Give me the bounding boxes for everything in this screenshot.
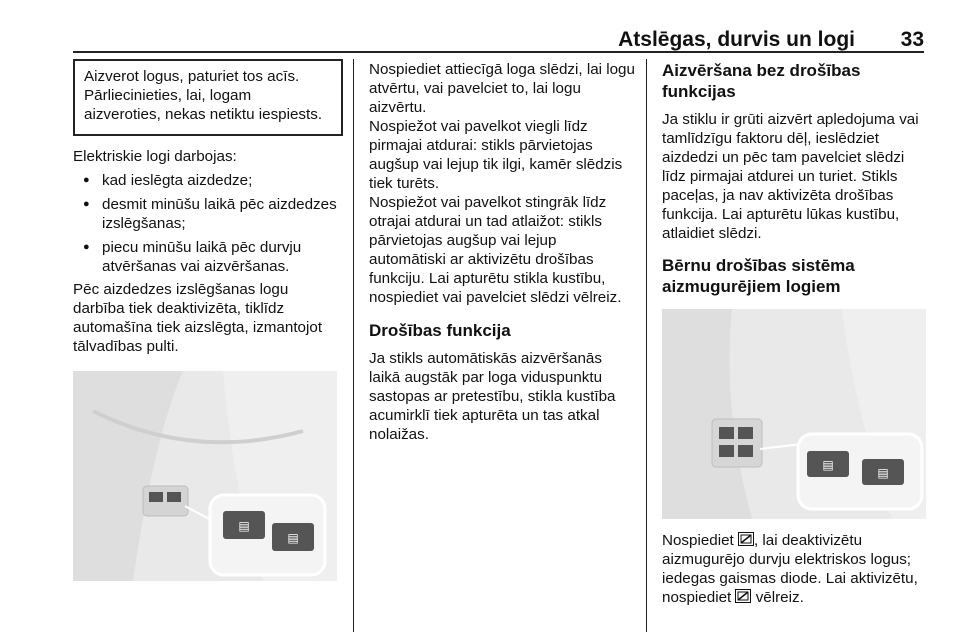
intro-text: Elektriskie logi darbojas: — [73, 148, 237, 165]
list-item: ● kad ieslēgta aizdedze; — [73, 171, 343, 190]
child-lock-button-icon — [735, 589, 751, 603]
text-span: Nospiediet — [662, 532, 738, 549]
warning-text: Aizverot logus, paturiet tos acīs. Pārliecinieties, lai, logam aizveroties, nekas netiktu iespiests. — [84, 68, 323, 123]
conditions-list — [73, 171, 343, 276]
list-item: ● piecu minūšu laikā pēc durvju atvēršanas vai aizvēršanas. — [73, 238, 343, 276]
body-paragraph: Nospiežot vai pavelkot stingrāk līdz otrajai atdurai un tad atlaižot: stikls pārvietojas augšup vai lejup automātiski ar aktivizētu drošības funkciju. Lai apturētu stikla kustību, nospiediet vai pavelciet slēdzi vēlreiz. — [369, 194, 622, 306]
header-title: Atslēgas, durvis un logi — [618, 28, 855, 51]
body-paragraph: Pēc aizdedzes izslēgšanas logu darbība tiek deaktivizēta, tiklīdz automašīna tiek aizslēgta, izmantojot tālvadības pulti. — [73, 281, 323, 355]
section-heading: Bērnu drošības sistēma aizmugurējiem logiem — [662, 256, 855, 296]
body-paragraph: Nospiežot vai pavelkot viegli līdz pirmajai atdurai: stikls pārvietojas augšup vai lejup tik ilgi, kamēr slēdzis tiek turēts. — [369, 118, 623, 192]
door-switch-illustration — [73, 371, 337, 581]
svg-text:▤: ▤ — [822, 458, 834, 472]
child-lock-button-icon — [738, 532, 754, 546]
middle-column — [369, 60, 637, 444]
svg-text:▤: ▤ — [238, 519, 250, 533]
header-rule — [73, 51, 924, 53]
body-paragraph: Ja stikls automātiskās aizvēršanās laikā augstāk par loga viduspunktu sastopas ar pretestību, stikla kustība acumirklī tiek apturēta un tas atkal nolaižas. — [369, 350, 616, 443]
right-column — [662, 60, 932, 607]
text-span: , lai deaktivizētu aizmugurējo durvju elektriskos logus; iedegas gaismas diode. Lai aktivizētu, nospiediet — [662, 532, 918, 606]
body-paragraph: Nospiediet attiecīgā loga slēdzi, lai logu atvērtu, vai pavelciet to, lai logu aizvērtu. — [369, 61, 635, 116]
text-span: vēlreiz. — [751, 589, 804, 606]
body-paragraph: Ja stiklu ir grūti aizvērt apledojuma vai tamlīdzīgu faktoru dēļ, ieslēdziet aizdedzi un pēc tam pavelciet slēdzi līdz pirmajai atdurei un turiet. Stikls paceļas, ja nav aktivizēta drošības funkcija. Lai apturētu lūkas kustību, atlaidiet slēdzi. — [662, 111, 919, 242]
list-item: ● desmit minūšu laikā pēc aizdedzes izslēgšanas; — [73, 195, 343, 233]
column-divider — [646, 59, 647, 632]
left-column — [73, 60, 343, 581]
svg-text:▤: ▤ — [287, 531, 299, 545]
section-heading: Aizvēršana bez drošības funkcijas — [662, 61, 861, 101]
body-paragraph — [662, 531, 932, 607]
svg-text:▤: ▤ — [877, 466, 889, 480]
warning-box — [73, 59, 343, 136]
page-number: 33 — [900, 28, 924, 51]
section-heading: Drošības funkcija — [369, 321, 511, 340]
column-divider — [353, 59, 354, 632]
child-lock-illustration — [662, 309, 926, 519]
